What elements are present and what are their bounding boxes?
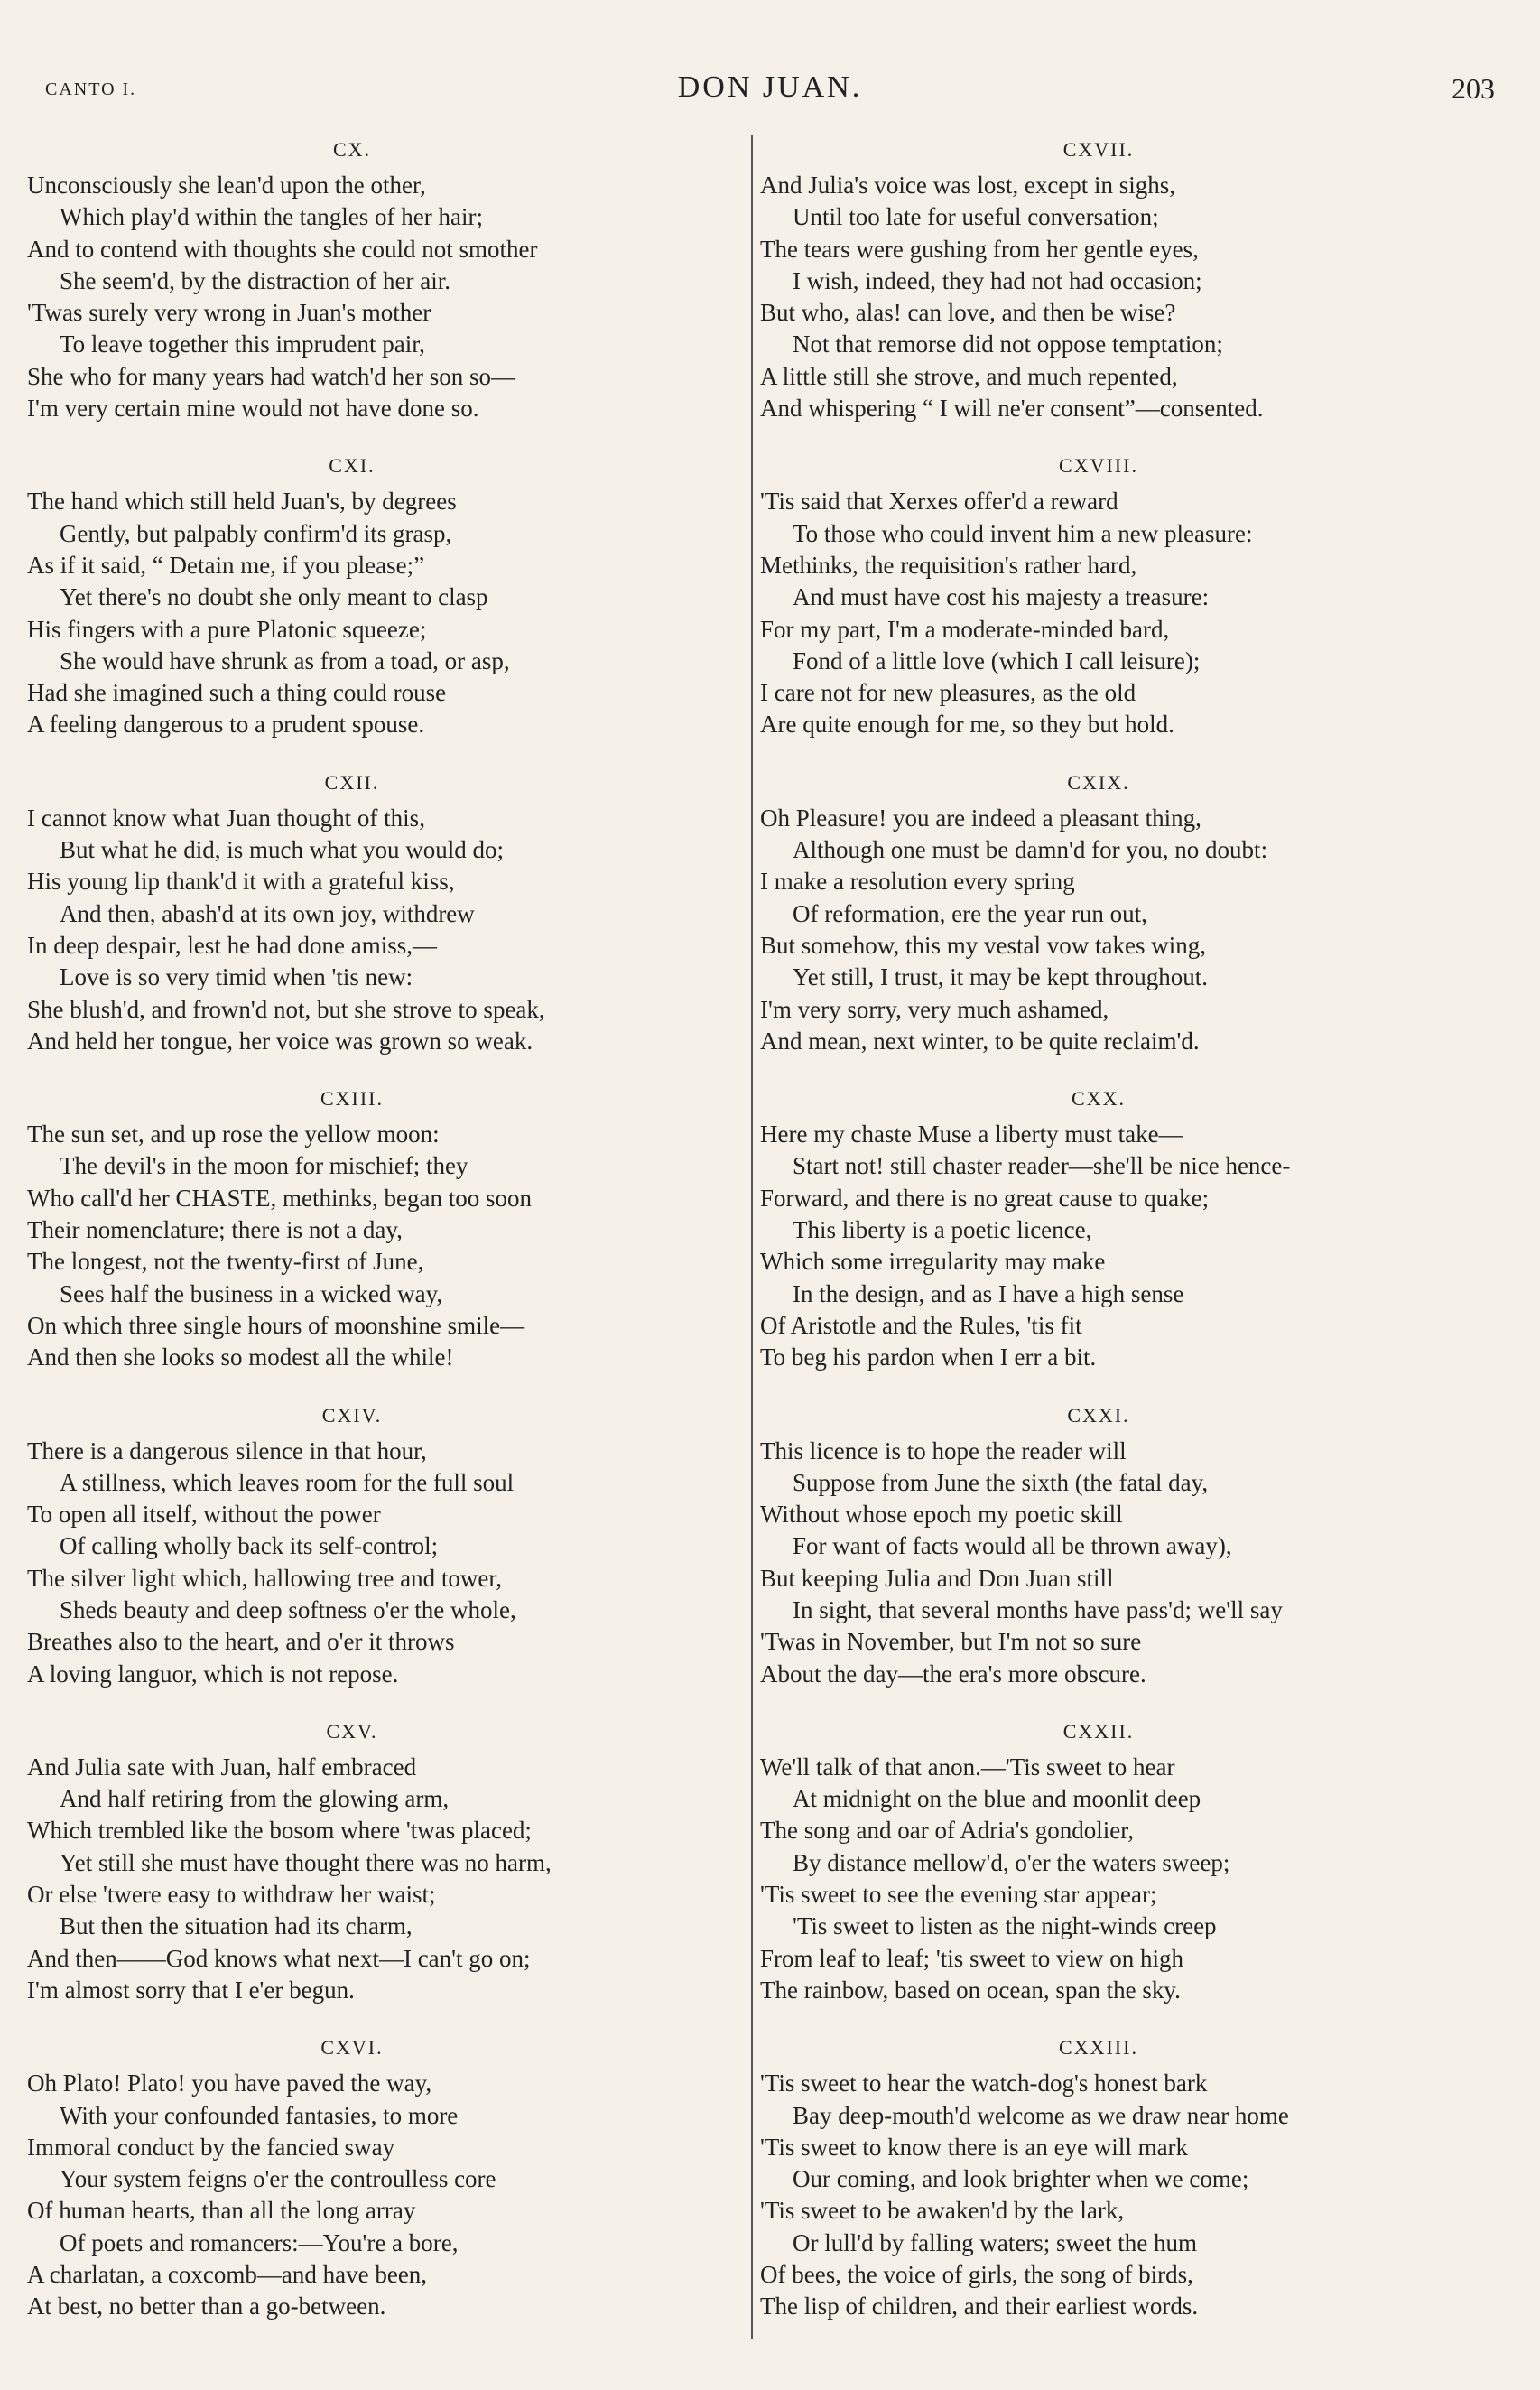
stanza-number: CXXI. <box>1067 1403 1130 1427</box>
stanza-number: CXIV. <box>321 1403 383 1427</box>
stanza <box>27 451 740 740</box>
verse-line: The rainbow, based on ocean, span the sky. <box>760 1976 1181 2004</box>
verse-line: The lisp of children, and their earliest words. <box>760 2292 1199 2320</box>
verse-line: Start not! still chaster reader—she'll be nice hence- <box>793 1152 1291 1180</box>
verse-line: Oh Plato! Plato! you have paved the way, <box>27 2069 432 2097</box>
verse-line: In deep despair, lest he had done amiss,— <box>27 931 438 959</box>
verse-line: From leaf to leaf; 'tis sweet to view on high <box>760 1944 1184 1972</box>
verse-line: The song and oar of Adria's gondolier, <box>760 1817 1134 1845</box>
verse-line: And Julia sate with Juan, half embraced <box>27 1753 417 1781</box>
stanza-number: CXX. <box>1072 1087 1126 1111</box>
stanza-number: CXVIII. <box>1059 454 1138 478</box>
verse-line: 'Tis sweet to be awaken'd by the lark, <box>760 2197 1125 2225</box>
verse-line: Oh Pleasure! you are indeed a pleasant thing, <box>760 804 1201 832</box>
verse-line: Bay deep-mouth'd welcome as we draw near home <box>793 2101 1289 2129</box>
verse-line: Sees half the business in a wicked way, <box>60 1279 443 1307</box>
verse-line: Methinks, the requisition's rather hard, <box>760 551 1137 579</box>
verse-line: 'Tis sweet to see the evening star appear; <box>760 1881 1157 1909</box>
verse-line: Of Aristotle and the Rules, 'tis fit <box>760 1311 1082 1339</box>
verse-line: Or else 'twere easy to withdraw her waist; <box>27 1881 436 1909</box>
stanza-number: CX. <box>332 138 372 161</box>
verse-line: 'Tis sweet to listen as the night-winds creep <box>793 1912 1217 1940</box>
stanza-number: CXIII. <box>320 1087 385 1111</box>
verse-line: Not that remorse did not oppose temptation; <box>793 330 1223 358</box>
verse-line: And then, abash'd at its own joy, withdrew <box>60 899 475 927</box>
verse-line: Of human hearts, than all the long array <box>27 2197 416 2225</box>
stanza-number: CXV. <box>326 1719 378 1743</box>
stanza <box>27 1717 740 2006</box>
verse-line: Without whose epoch my poetic skill <box>760 1501 1123 1529</box>
verse-line: As if it said, “ Detain me, if you please;” <box>27 551 425 579</box>
right-column <box>760 135 1500 2350</box>
verse-line: But who, alas! can love, and then be wise? <box>760 299 1176 327</box>
verse-line: To open all itself, without the power <box>27 1501 381 1529</box>
verse-line: Yet still, I trust, it may be kept throughout. <box>793 963 1208 991</box>
stanza <box>760 2033 1500 2322</box>
verse-line: By distance mellow'd, o'er the waters sweep; <box>793 1848 1230 1876</box>
verse-line: Yet there's no doubt she only meant to clasp <box>60 583 488 611</box>
verse-line: I'm almost sorry that I e'er begun. <box>27 1976 355 2004</box>
verse-line: And must have cost his majesty a treasure: <box>793 583 1210 611</box>
stanza <box>27 135 740 424</box>
stanza-number: CXIX. <box>1067 770 1130 794</box>
verse-line: Of bees, the voice of girls, the song of birds, <box>760 2261 1193 2289</box>
verse-line: To leave together this imprudent pair, <box>60 330 425 358</box>
verse-line: Gently, but palpably confirm'd its grasp, <box>60 519 452 547</box>
verse-line: And half retiring from the glowing arm, <box>60 1785 450 1813</box>
verse-line: Fond of a little love (which I call leisure); <box>793 646 1201 674</box>
verse-line: For my part, I'm a moderate-minded bard, <box>760 615 1170 643</box>
verse-line: A feeling dangerous to a prudent spouse. <box>27 711 425 739</box>
verse-line: Suppose from June the sixth (the fatal day, <box>793 1468 1209 1496</box>
stanza-number: CXII. <box>324 770 380 794</box>
verse-line: She blush'd, and frown'd not, but she strove to speak, <box>27 995 545 1023</box>
book-title: DON JUAN. <box>677 70 863 104</box>
verse-line: But what he did, is much what you would do; <box>60 836 504 864</box>
running-header <box>45 70 1495 107</box>
verse-line: 'Tis sweet to know there is an eye will mark <box>760 2133 1189 2161</box>
verse-line: I'm very sorry, very much ashamed, <box>760 995 1109 1023</box>
verse-line: Unconsciously she lean'd upon the other, <box>27 172 426 199</box>
verse-line: Of calling wholly back its self-control; <box>60 1532 439 1560</box>
verse-line: And whispering “ I will ne'er consent”—consented. <box>760 395 1264 423</box>
verse-line: But somehow, this my vestal vow takes wing, <box>760 931 1206 959</box>
stanza <box>760 1084 1500 1373</box>
canto-label: CANTO I. <box>45 79 137 99</box>
verse-line: The sun set, and up rose the yellow moon: <box>27 1121 440 1149</box>
verse-line: The hand which still held Juan's, by degrees <box>27 488 457 516</box>
verse-line: But then the situation had its charm, <box>60 1912 413 1940</box>
verse-line: The devil's in the moon for mischief; they <box>60 1152 468 1180</box>
verse-line: At best, no better than a go-between. <box>27 2292 386 2320</box>
stanza <box>27 1401 740 1690</box>
stanza-number: CXXII. <box>1062 1719 1135 1743</box>
verse-line: 'Tis sweet to hear the watch-dog's honest bark <box>760 2069 1208 2097</box>
left-column <box>27 135 740 2350</box>
verse-line: But keeping Julia and Don Juan still <box>760 1564 1114 1592</box>
verse-line: Until too late for useful conversation; <box>793 203 1159 231</box>
verse-line: And held her tongue, her voice was grown so weak. <box>27 1027 533 1055</box>
column-divider <box>751 135 753 2339</box>
verse-line: A little still she strove, and much repented, <box>760 362 1178 390</box>
verse-line: On which three single hours of moonshine smile— <box>27 1311 525 1339</box>
verse-line: A charlatan, a coxcomb—and have been, <box>27 2261 428 2289</box>
verse-line: Breathes also to the heart, and o'er it throws <box>27 1628 455 1656</box>
verse-line: And then——God knows what next—I can't go on; <box>27 1944 531 1972</box>
verse-line: Had she imagined such a thing could rouse <box>27 679 447 707</box>
verse-line: Our coming, and look brighter when we come; <box>793 2165 1249 2193</box>
verse-line: Their nomenclature; there is not a day, <box>27 1216 403 1244</box>
verse-line: At midnight on the blue and moonlit deep <box>793 1785 1201 1813</box>
verse-line: Which some irregularity may make <box>760 1248 1106 1276</box>
stanza-number: CXXIII. <box>1059 2036 1138 2060</box>
verse-line: With your confounded fantasies, to more <box>60 2101 459 2129</box>
verse-line: This liberty is a poetic licence, <box>793 1216 1092 1244</box>
verse-line: A loving languor, which is not repose. <box>27 1660 399 1688</box>
verse-line: 'Twas in November, but I'm not so sure <box>760 1628 1142 1656</box>
stanza <box>760 451 1500 740</box>
verse-line: In sight, that several months have pass'd; we'll say <box>793 1595 1283 1623</box>
stanza-number: CXVII. <box>1062 138 1135 161</box>
verse-line: And mean, next winter, to be quite reclaim'd. <box>760 1027 1200 1055</box>
verse-line: This licence is to hope the reader will <box>760 1437 1127 1465</box>
verse-line: And to contend with thoughts she could not smother <box>27 235 538 263</box>
stanza-number: CXVI. <box>320 2036 384 2060</box>
verse-line: 'Twas surely very wrong in Juan's mother <box>27 299 431 327</box>
stanza <box>760 135 1500 424</box>
verse-line: Of reformation, ere the year run out, <box>793 899 1147 927</box>
verse-line: I make a resolution every spring <box>760 868 1075 896</box>
verse-line: I care not for new pleasures, as the old <box>760 679 1136 707</box>
verse-line: We'll talk of that anon.—'Tis sweet to hear <box>760 1753 1175 1781</box>
stanza <box>760 768 1500 1057</box>
verse-line: A stillness, which leaves room for the full soul <box>60 1468 515 1496</box>
verse-line: The longest, not the twenty-first of June, <box>27 1248 424 1276</box>
verse-line: Which trembled like the bosom where 'twas placed; <box>27 1817 532 1845</box>
stanza <box>760 1401 1500 1690</box>
stanza <box>27 2033 740 2322</box>
verse-line: For want of facts would all be thrown away), <box>793 1532 1232 1560</box>
verse-line: I wish, indeed, they had not had occasion; <box>793 266 1202 294</box>
stanza-number: CXI. <box>329 454 376 478</box>
verse-line: Of poets and romancers:—You're a bore, <box>60 2228 459 2256</box>
verse-line: She would have shrunk as from a toad, or asp, <box>60 646 510 674</box>
verse-line: Love is so very timid when 'tis new: <box>60 963 413 991</box>
verse-line: There is a dangerous silence in that hour, <box>27 1437 427 1465</box>
verse-line: Or lull'd by falling waters; sweet the hum <box>793 2228 1198 2256</box>
verse-line: Yet still she must have thought there was no harm, <box>60 1848 552 1876</box>
page-number: 203 <box>1452 72 1495 105</box>
verse-line: And Julia's voice was lost, except in sighs, <box>760 172 1176 199</box>
verse-line: I cannot know what Juan thought of this, <box>27 804 425 832</box>
verse-line: Are quite enough for me, so they but hold. <box>760 711 1174 739</box>
verse-line: And then she looks so modest all the while! <box>27 1344 454 1372</box>
verse-line: Although one must be damn'd for you, no doubt: <box>793 836 1268 864</box>
verse-line: Forward, and there is no great cause to quake; <box>760 1184 1210 1212</box>
verse-line: Your system feigns o'er the controulless core <box>60 2165 496 2193</box>
verse-line: Sheds beauty and deep softness o'er the whole, <box>60 1595 516 1623</box>
verse-line: In the design, and as I have a high sense <box>793 1279 1184 1307</box>
verse-line: His fingers with a pure Platonic squeeze; <box>27 615 427 643</box>
verse-line: To those who could invent him a new pleasure: <box>793 519 1253 547</box>
verse-line: Immoral conduct by the fancied sway <box>27 2133 395 2161</box>
verse-line: The tears were gushing from her gentle eyes, <box>760 235 1199 263</box>
verse-line: His young lip thank'd it with a grateful kiss, <box>27 868 455 896</box>
verse-line: I'm very certain mine would not have done so. <box>27 395 479 423</box>
verse-line: Here my chaste Muse a liberty must take— <box>760 1121 1183 1149</box>
stanza <box>760 1717 1500 2006</box>
verse-line: She who for many years had watch'd her son so— <box>27 362 515 390</box>
stanza <box>27 768 740 1057</box>
verse-line: 'Tis said that Xerxes offer'd a reward <box>760 488 1118 516</box>
verse-line: To beg his pardon when I err a bit. <box>760 1344 1097 1372</box>
verse-line: Which play'd within the tangles of her hair; <box>60 203 483 231</box>
verse-line: Who call'd her CHASTE, methinks, began too soon <box>27 1184 533 1212</box>
verse-line: She seem'd, by the distraction of her air. <box>60 266 451 294</box>
stanza <box>27 1084 740 1373</box>
verse-line: About the day—the era's more obscure. <box>760 1660 1146 1688</box>
verse-line: The silver light which, hallowing tree and tower, <box>27 1564 503 1592</box>
